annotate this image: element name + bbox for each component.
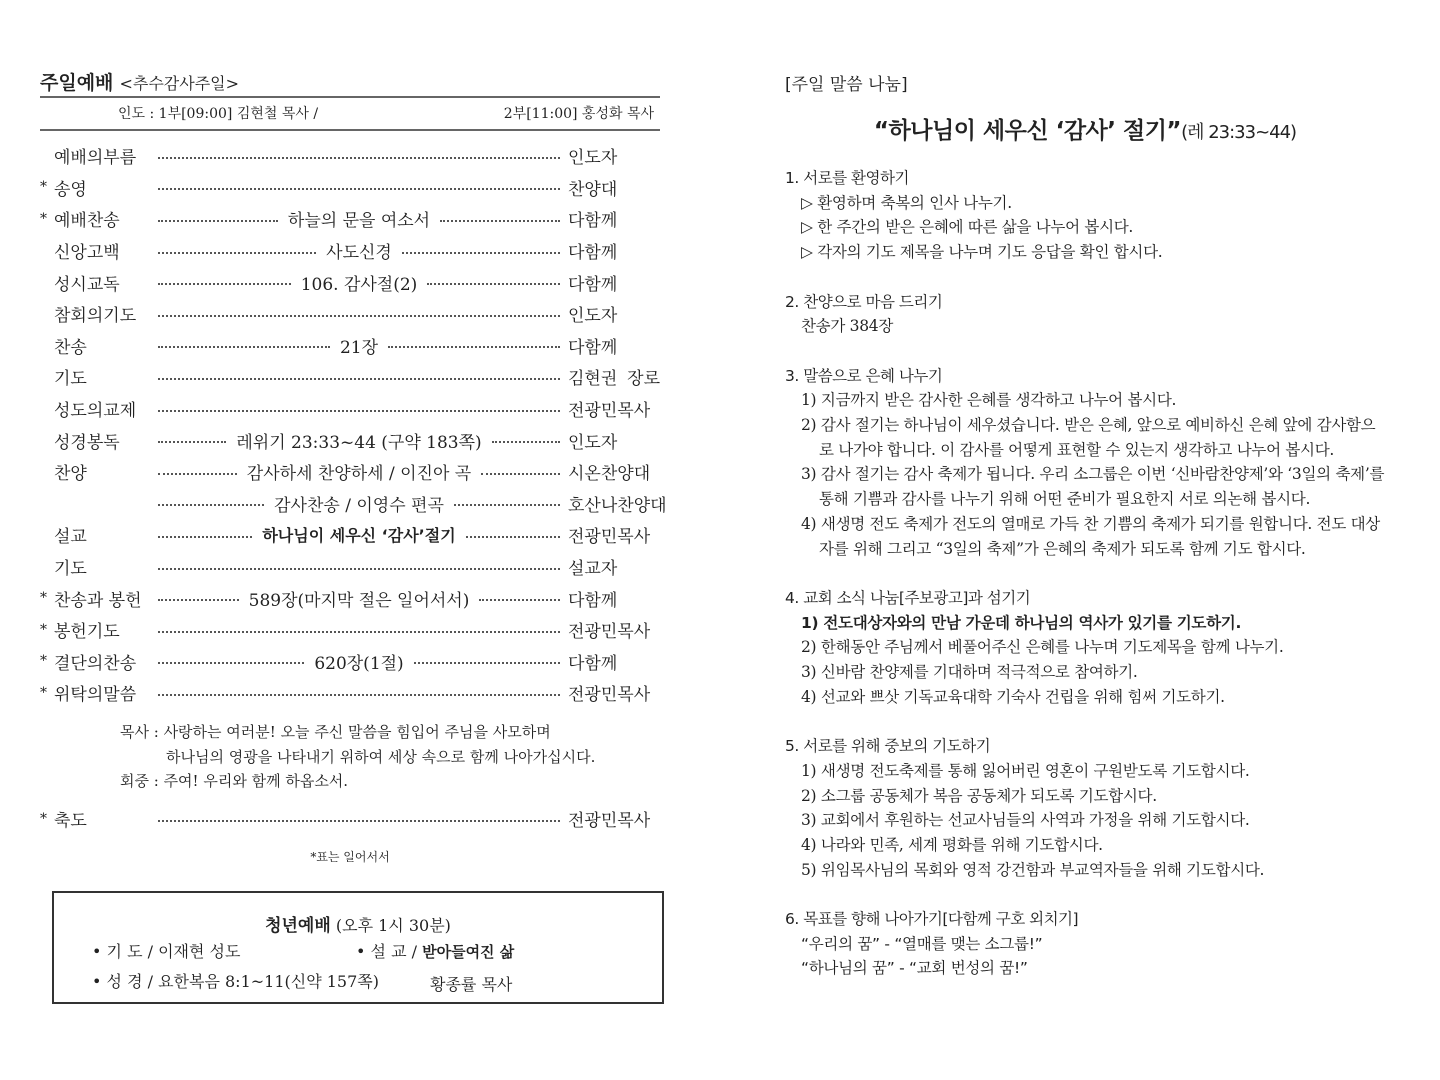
commission-response: 회중 : 주여! 우리와 함께 하옵소서. xyxy=(120,772,349,790)
youth-sermon xyxy=(356,939,514,962)
order-detail: 레위기 23:33~44 (구약 183쪽) xyxy=(236,432,482,453)
order-row xyxy=(40,330,660,362)
section-item: 4) 선교와 쁘삿 기독교육대학 기숙사 건립을 위해 힘써 기도하기. xyxy=(801,687,1225,706)
order-person: 시온찬양대 xyxy=(568,464,651,485)
order-list xyxy=(40,140,667,709)
order-person: 전광민목사 xyxy=(568,622,651,643)
order-person: 찬양대 xyxy=(568,179,618,200)
youth-sermon-label: • 설 교 / xyxy=(356,942,423,961)
first-service-leader: 인도 : 1부[09:00] 김현철 목사 / xyxy=(118,106,319,122)
benediction-row xyxy=(40,803,660,835)
order-row xyxy=(40,551,660,583)
section-item: ▷ 한 주간의 받은 은혜에 따른 삶을 나누어 봅시다. xyxy=(801,218,1134,237)
youth-preacher: 황종률 목사 xyxy=(430,975,513,994)
section-heading: 5. 서로를 위해 중보의 기도하기 xyxy=(785,737,991,756)
dot-leader xyxy=(158,631,560,633)
section-item: 4) 나라와 민족, 세계 평화를 위해 기도합시다. xyxy=(801,835,1103,854)
section-item: ▷ 환영하며 축복의 인사 나누기. xyxy=(801,193,1012,212)
order-person: 전광민목사 xyxy=(568,527,651,548)
order-row xyxy=(40,424,660,456)
section-heading: 4. 교회 소식 나눔[주보광고]과 섬기기 xyxy=(785,588,1031,607)
dot-leader xyxy=(158,536,252,538)
youth-prayer: • 기 도 / 이재현 성도 xyxy=(92,942,241,961)
order-person: 김현권 장로 xyxy=(568,369,660,390)
youth-scripture: • 성 경 / 요한복음 8:1~11(신약 157쪽) xyxy=(92,972,379,991)
sharing-header: [주일 말씀 나눔] xyxy=(785,75,908,95)
worship-subtitle: <추수감사주일> xyxy=(119,74,240,93)
order-row xyxy=(40,582,660,614)
order-row xyxy=(40,519,660,551)
sharing-section xyxy=(785,734,1385,882)
order-detail: 사도신경 xyxy=(326,243,392,264)
order-detail: 589장(마지막 절은 일어서서) xyxy=(248,590,470,611)
order-row xyxy=(40,235,660,267)
order-detail: 하늘의 문을 여소서 xyxy=(287,211,431,232)
dot-leader xyxy=(481,473,560,475)
dot-leader xyxy=(388,346,560,348)
standing-note: *표는 일어서서 xyxy=(310,850,390,864)
worship-leaders xyxy=(40,103,660,125)
dot-leader xyxy=(158,441,226,443)
dot-leader xyxy=(158,252,316,254)
order-row xyxy=(40,646,660,678)
order-row xyxy=(40,614,660,646)
order-person: 다함께 xyxy=(568,211,618,232)
standing-mark: * xyxy=(40,179,47,196)
sharing-section xyxy=(785,907,1385,981)
order-detail: 하나님이 세우신 ‘감사’절기 xyxy=(262,526,456,546)
order-label: 봉헌기도 xyxy=(54,622,120,643)
dot-leader xyxy=(158,346,330,348)
order-detail: 106. 감사절(2) xyxy=(300,274,418,295)
order-person: 호산나찬양대 xyxy=(568,495,667,516)
order-label: 결단의찬송 xyxy=(54,653,137,674)
order-person: 인도자 xyxy=(568,148,618,169)
sermon-sharing-page xyxy=(785,0,1385,1080)
bottom-rule xyxy=(40,129,660,131)
youth-service-box xyxy=(52,891,664,1004)
order-person: 인도자 xyxy=(568,432,618,453)
commission-line: 목사 : 사랑하는 여러분! 오늘 주신 말씀을 힘입어 주님을 사모하며 xyxy=(120,723,551,741)
dot-leader xyxy=(158,378,560,380)
sharing-section xyxy=(785,364,1385,562)
commission-line: 하나님의 영광을 나타내기 위하여 세상 속으로 함께 나아가십시다. xyxy=(166,747,596,766)
order-person: 다함께 xyxy=(568,590,618,611)
order-label: 찬양 xyxy=(54,464,87,485)
order-row xyxy=(40,456,660,488)
section-item: 2) 소그룹 공동체가 복음 공동체가 되도록 기도합시다. xyxy=(801,786,1157,805)
youth-title-text: 청년예배 xyxy=(265,916,331,936)
dot-leader xyxy=(158,410,560,412)
order-person: 전광민목사 xyxy=(568,401,651,422)
order-label: 예배찬송 xyxy=(54,211,120,232)
sharing-section xyxy=(785,290,1385,339)
order-row xyxy=(40,140,660,172)
dot-leader xyxy=(158,820,560,822)
order-label: 송영 xyxy=(54,179,87,200)
standing-mark: * xyxy=(40,621,47,638)
section-item: 5) 위임목사님의 목회와 영적 강건함과 부교역자들을 위해 기도합시다. xyxy=(801,860,1265,879)
commission-text xyxy=(120,720,595,794)
section-item: 3) 감사 절기는 감사 축제가 됩니다. 우리 소그룹은 이번 ‘신바람찬양제’와 ‘3일의 축제’를 통해 기쁨과 감사를 나누기 위해 어떤 준비가 필요한지 서로 의논해 봅시다. xyxy=(801,465,1385,509)
sharing-section xyxy=(785,586,1385,710)
order-row xyxy=(40,677,660,709)
worship-title-text: 주일예배 xyxy=(40,72,114,94)
order-person: 다함께 xyxy=(568,274,618,295)
standing-mark: * xyxy=(40,653,47,670)
dot-leader xyxy=(427,283,560,285)
dot-leader xyxy=(158,599,239,601)
dot-leader xyxy=(158,315,560,317)
top-rule xyxy=(40,96,660,98)
order-label: 신앙고백 xyxy=(54,243,120,264)
standing-mark: * xyxy=(40,590,47,607)
section-item: 2) 감사 절기는 하나님이 세우셨습니다. 받은 은혜, 앞으로 예비하신 은혜 앞에 감사함으로 나가야 합니다. 이 감사를 어떻게 표현할 수 있는지 생각하고 나누어 봅시다. xyxy=(801,416,1376,459)
youth-sermon-title: 받아들여진 삶 xyxy=(422,943,515,961)
order-label: 예배의부름 xyxy=(54,148,137,169)
order-person: 전광민목사 xyxy=(568,811,651,832)
dot-leader xyxy=(158,662,304,664)
order-of-worship-page xyxy=(40,0,667,1080)
order-person: 인도자 xyxy=(568,306,618,327)
dot-leader xyxy=(466,536,560,538)
order-detail: 감사하세 찬양하세 / 이진아 곡 xyxy=(246,464,472,485)
youth-title xyxy=(54,911,662,936)
order-label: 설교 xyxy=(54,527,87,548)
dot-leader xyxy=(158,504,264,506)
order-row xyxy=(40,172,660,204)
order-label: 성경봉독 xyxy=(54,432,120,453)
section-heading: 1. 서로를 환영하기 xyxy=(785,169,909,187)
order-label: 참회의기도 xyxy=(54,306,137,327)
order-person: 다함께 xyxy=(568,243,618,264)
dot-leader xyxy=(158,157,560,159)
dot-leader xyxy=(158,473,237,475)
section-item: 찬송가 384장 xyxy=(801,317,894,336)
dot-leader xyxy=(402,252,560,254)
order-label: 찬송과 봉헌 xyxy=(54,590,142,611)
dot-leader xyxy=(158,188,560,190)
order-label: 축도 xyxy=(54,811,87,832)
worship-title xyxy=(40,68,239,95)
second-service-leader: 2부[11:00] 홍성화 목사 xyxy=(503,106,654,122)
dot-leader xyxy=(158,220,278,222)
order-detail: 21장 xyxy=(339,337,379,358)
section-item: ▷ 각자의 기도 제목을 나누며 기도 응답을 확인 합시다. xyxy=(801,243,1163,262)
standing-mark: * xyxy=(40,810,47,827)
section-heading: 2. 찬양으로 마음 드리기 xyxy=(785,292,943,311)
sermon-reference: (레 23:33~44) xyxy=(1181,122,1297,143)
section-item: 1) 지금까지 받은 감사한 은혜를 생각하고 나누어 봅시다. xyxy=(801,391,1177,410)
order-detail: 감사찬송 / 이영수 편곡 xyxy=(274,495,444,516)
order-detail: 620장(1절) xyxy=(314,653,404,674)
dot-leader xyxy=(158,283,291,285)
section-item: 2) 한해동안 주님께서 베풀어주신 은혜를 나누며 기도제목을 함께 나누기. xyxy=(801,638,1284,657)
sermon-title xyxy=(785,112,1385,145)
section-item: 1) 전도대상자와의 만남 가운데 하나님의 역사가 있기를 기도하기. xyxy=(801,613,1242,632)
section-item: 1) 새생명 전도축제를 통해 잃어버린 영혼이 구원받도록 기도합시다. xyxy=(801,761,1250,780)
section-item: 4) 새생명 전도 축제가 전도의 열매로 가득 찬 기쁨의 축제가 되기를 원합니다. 전도 대상자를 위해 그리고 “3일의 축제”가 은혜의 축제가 되도록 함께 기도 합시다. xyxy=(801,514,1380,558)
order-row xyxy=(40,203,660,235)
order-label: 찬송 xyxy=(54,337,87,358)
dot-leader xyxy=(454,504,560,506)
order-person: 설교자 xyxy=(568,559,618,580)
section-item: 3) 교회에서 후원하는 선교사님들의 사역과 가정을 위해 기도합시다. xyxy=(801,811,1250,830)
dot-leader xyxy=(492,441,560,443)
standing-mark: * xyxy=(40,210,47,227)
order-person: 다함께 xyxy=(568,337,618,358)
order-label: 성도의교제 xyxy=(54,401,137,422)
order-row xyxy=(40,361,660,393)
dot-leader xyxy=(414,662,560,664)
section-item: “하나님의 꿈” - “교회 번성의 꿈!” xyxy=(801,959,1028,978)
standing-mark: * xyxy=(40,684,47,701)
dot-leader xyxy=(158,694,560,696)
dot-leader xyxy=(440,220,560,222)
order-row xyxy=(40,393,660,425)
youth-time: (오후 1시 30분) xyxy=(335,916,451,935)
order-row xyxy=(40,488,667,520)
order-row xyxy=(40,298,660,330)
dot-leader xyxy=(479,599,560,601)
section-heading: 3. 말씀으로 은혜 나누기 xyxy=(785,366,943,385)
order-label: 위탁의말씀 xyxy=(54,685,137,706)
dot-leader xyxy=(158,568,560,570)
sermon-title-text: “하나님이 세우신 ‘감사’ 절기” xyxy=(873,118,1182,144)
section-item: 3) 신바람 찬양제를 기대하며 적극적으로 참여하기. xyxy=(801,663,1138,682)
order-person: 다함께 xyxy=(568,653,618,674)
section-item: “우리의 꿈” - “열매를 맺는 소그룹!” xyxy=(801,934,1043,953)
order-label: 기도 xyxy=(54,369,87,390)
order-row xyxy=(40,266,660,298)
sharing-section xyxy=(785,166,1385,265)
order-label: 성시교독 xyxy=(54,274,120,295)
order-label: 기도 xyxy=(54,559,87,580)
sharing-sections xyxy=(785,166,1385,1006)
order-person: 전광민목사 xyxy=(568,685,651,706)
section-heading: 6. 목표를 향해 나아가기[다함께 구호 외치기] xyxy=(785,910,1079,929)
